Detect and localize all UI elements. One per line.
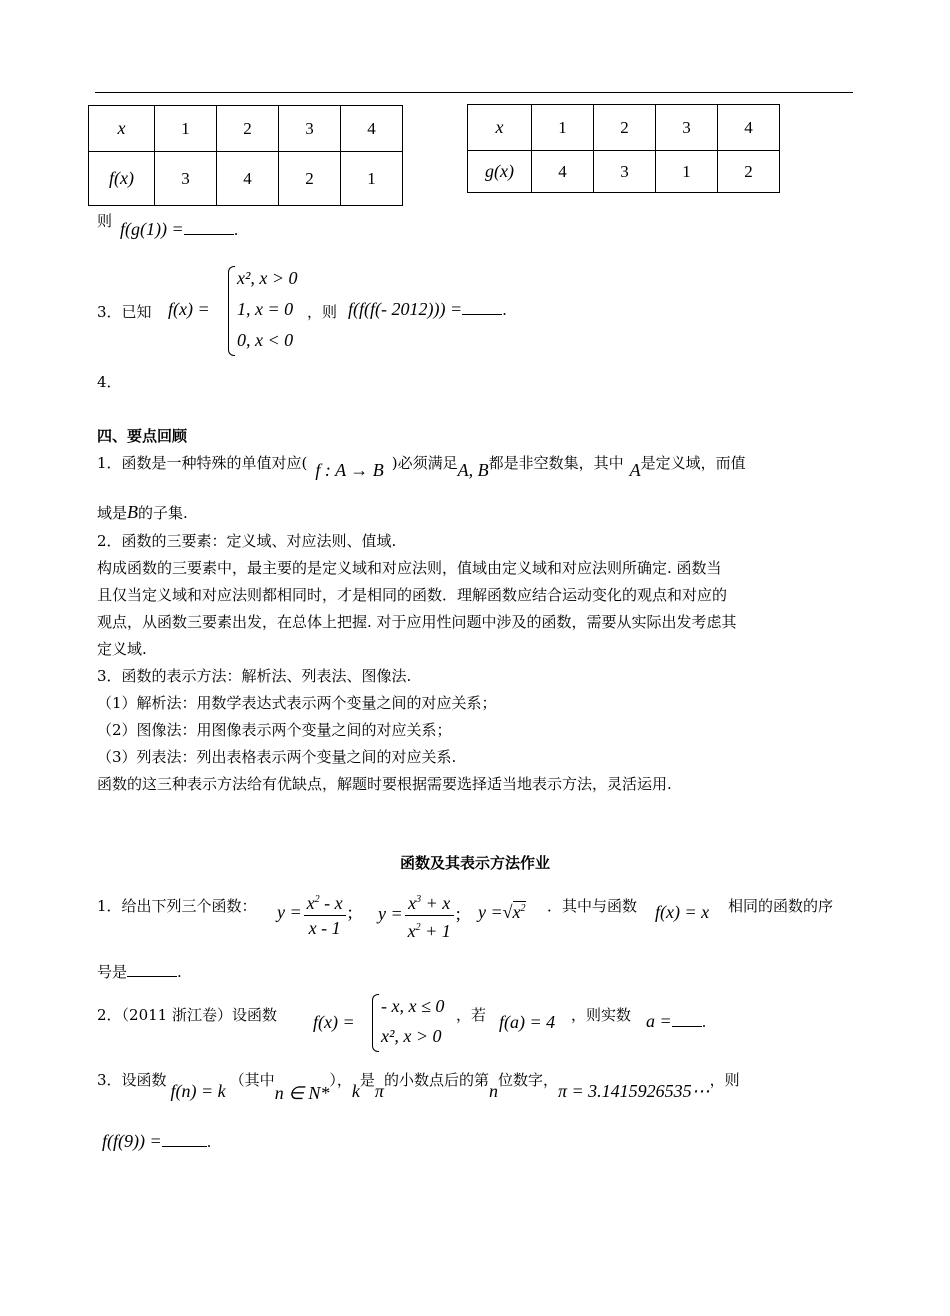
review-p1: 1．函数是一种特殊的单值对应( f : A → B )必须满足A, B都是非空数集，其中 A是定义域，而值 xyxy=(97,454,746,480)
table-cell: 3 xyxy=(656,105,718,151)
case-2: x², x > 0 xyxy=(381,1026,442,1046)
case-2: 1, x = 0 xyxy=(237,299,294,319)
table-cell: x xyxy=(89,106,155,152)
q2-expr: f(g(1)) = xyxy=(120,219,184,239)
q3-lhs: f(x) = xyxy=(168,299,210,319)
q2-line xyxy=(120,219,238,240)
table-row xyxy=(468,151,780,193)
table-cell: 1 xyxy=(155,106,217,152)
hw-q1-func3: $y =√x^2$ xyxy=(478,902,526,922)
table-g xyxy=(467,104,780,193)
table-cell: 2 xyxy=(718,151,780,193)
review-p3-line3: 观点，从函数三要素出发，在总体上把握. 对于应用性问题中涉及的函数，需要从实际出发考虑其 xyxy=(97,613,737,631)
review-p2: 2．函数的三要素：定义域、对应法则、值域. xyxy=(97,532,397,550)
period: . xyxy=(502,301,507,319)
section-title: 四、要点回顾 xyxy=(97,427,188,445)
answer-blank xyxy=(162,1146,207,1147)
table-cell: f(x) xyxy=(89,152,155,206)
table-cell: 4 xyxy=(718,105,780,151)
table-cell: 4 xyxy=(532,151,594,193)
hw-q1-func2: y = $\frac{x^3 + x}{x^2 + 1}$ ; xyxy=(378,888,461,943)
q3-line xyxy=(348,299,507,320)
review-p6: （2）图像法：用图像表示两个变量之间的对应关系； xyxy=(97,721,452,739)
hw-q1-tail: 相同的函数的序 xyxy=(728,897,834,915)
table-cell: 3 xyxy=(279,106,341,152)
hw-q2-mid: ，若 xyxy=(456,1006,487,1024)
hw-q1-cont: 号是 . xyxy=(97,963,182,981)
table-cell: 1 xyxy=(656,151,718,193)
brace xyxy=(228,266,235,356)
review-p3-line2: 且仅当定义域和对应法则都相同时，才是相同的函数．理解函数应结合运动变化的观点和对应的 xyxy=(97,586,728,604)
review-p1-cont: 域是B的子集. xyxy=(97,502,188,522)
hw-q2-intro: 2．（2011 浙江卷）设函数 xyxy=(97,1006,277,1024)
review-p4: 3．函数的表示方法：解析法、列表法、图像法. xyxy=(97,667,412,685)
q2-prefix: 则 xyxy=(97,212,113,230)
review-p8: 函数的这三种表示方法给有优缺点，解题时要根据需要选择适当地表示方法，灵活运用. xyxy=(97,775,672,793)
hw-q1-fx: f(x) = x xyxy=(655,902,710,922)
q3-mid: ，则 xyxy=(307,303,338,321)
review-p7: （3）列表法：列出表格表示两个变量之间的对应关系. xyxy=(97,748,457,766)
table-cell: 1 xyxy=(532,105,594,151)
review-p3-line1: 构成函数的三要素中，最主要的是定义域和对应法则，值域由定义域和对应法则所确定. 函数当 xyxy=(97,559,722,577)
hw-q2-lhs: f(x) = xyxy=(313,1012,355,1032)
hw-q1-mid: ．其中与函数 xyxy=(547,897,638,915)
table-cell: 2 xyxy=(279,152,341,206)
table-row xyxy=(89,106,403,152)
period: . xyxy=(233,221,239,239)
table-cell: x xyxy=(468,105,532,151)
table-row xyxy=(89,152,403,206)
q4-number: 4． xyxy=(97,373,122,391)
table-cell: g(x) xyxy=(468,151,532,193)
review-p3-line4: 定义域. xyxy=(97,640,147,658)
hw-q2-then: ，则实数 xyxy=(571,1006,632,1024)
hw-q1-func1: y = $\frac{x^2 - x}{x - 1}$ ; xyxy=(277,888,353,940)
hw-q3-line: 3．设函数f(n) = k（其中n ∈ N*），k是π的小数点后的第n位数字，π = 3.1415926535⋯，则 xyxy=(97,1071,740,1103)
table-cell: 1 xyxy=(341,152,403,206)
table-cell: 2 xyxy=(594,105,656,151)
top-rule xyxy=(95,92,853,93)
case-1: x², x > 0 xyxy=(237,268,298,288)
answer-blank xyxy=(672,1026,702,1027)
answer-blank xyxy=(127,976,177,977)
case-1: - x, x ≤ 0 xyxy=(381,996,445,1016)
answer-blank xyxy=(184,234,234,235)
table-cell: 4 xyxy=(217,152,279,206)
table-cell: 3 xyxy=(594,151,656,193)
table-row xyxy=(468,105,780,151)
table-cell: 4 xyxy=(341,106,403,152)
case-3: 0, x < 0 xyxy=(237,330,294,350)
hw-q3-cont: f(f(9)) = . xyxy=(102,1131,212,1151)
table-f xyxy=(88,105,403,206)
q3-expr: f(f(f(- 2012))) = xyxy=(348,299,463,319)
q3-number: 3．已知 xyxy=(97,303,152,321)
hw-q2-answer: a = . xyxy=(646,1011,707,1031)
homework-title: 函数及其表示方法作业 xyxy=(399,854,550,872)
hw-q2-fa: f(a) = 4 xyxy=(499,1012,556,1032)
review-p5: （1）解析法：用数学表达式表示两个变量之间的对应关系； xyxy=(97,694,497,712)
brace xyxy=(372,994,379,1052)
table-cell: 2 xyxy=(217,106,279,152)
answer-blank xyxy=(462,314,502,315)
hw-q1-intro: 1．给出下列三个函数： xyxy=(97,897,257,915)
table-cell: 3 xyxy=(155,152,217,206)
